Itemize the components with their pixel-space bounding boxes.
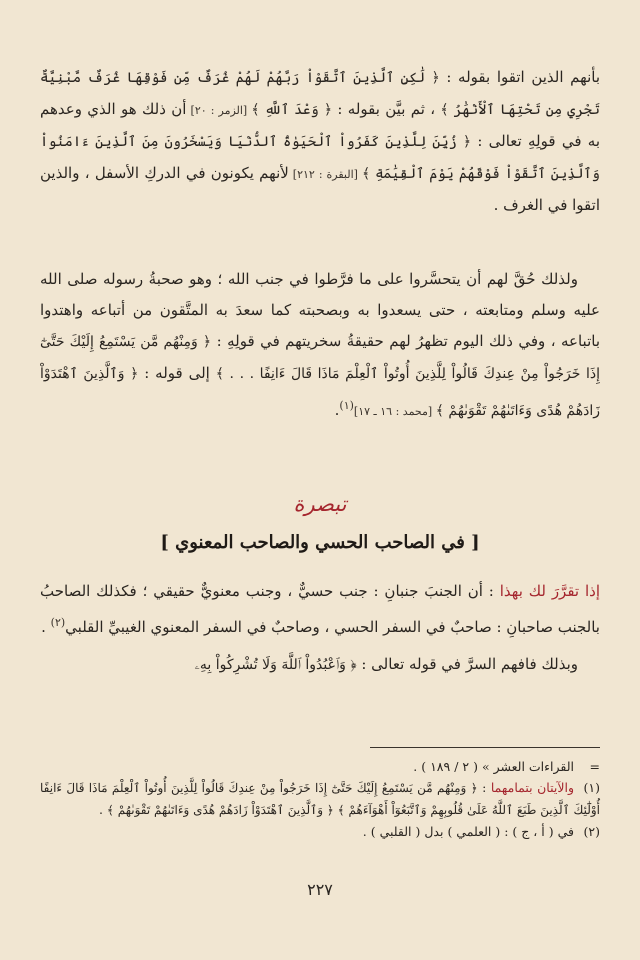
text-span: . bbox=[334, 401, 340, 419]
quran-verse: ﴿ زُيِّنَ لِلَّذِينَ كَفَرُواْ ٱلْحَيَوٰةُ ٱلدُّنْيَا وَيَسْخَرُونَ مِنَ ٱلَّذِينَ ءَامَنُواْ وَٱلَّذِينَ ٱتَّقَوْاْ فَوْقَهُمْ يَوْمَ ٱلْقِيَٰمَةِ ﴾ bbox=[40, 134, 600, 182]
quran-verse: ﴿ لَٰكِنِ ٱلَّذِينَ ٱتَّقَوْاْ رَبَّهُمْ لَهُمْ غُرَفٌ مِّن فَوْقِهَا غُرَفٌ مَّبْنِيَّةٌ تَجْرِي مِن تَحْتِهَا ٱلْأَنْهَٰرُ ﴾ bbox=[40, 70, 600, 118]
paragraph-2 bbox=[40, 264, 600, 427]
verse-reference: [محمد : ١٦ ـ ١٧] bbox=[353, 405, 436, 418]
quran-verse: ﴿ وَٱلَّذِينَ ٱهْتَدَوْاْ زَادَهُمْ هُدًى وَءَاتَىٰهُمْ تَقْوَىٰهُمْ ﴾ bbox=[40, 366, 600, 419]
text-span: : bbox=[477, 780, 491, 795]
text-span: ولذلك حُقَّ لهم أن يتحسَّروا على ما فرَّطوا في جنب الله ؛ وهو صحبةُ رسوله صلى الله عليه وسلم ومتابعته ، حتى يسعدوا به وبصحبته كما سعدَ به المتَّقون من أتباعه واهتدوا باتباعه ، وفي ذلك اليوم تظهرُ لهم حقيقةُ سخريتهم في قولِهِ : bbox=[40, 270, 600, 350]
text-span: : أن الجنبَ جنبانِ : جنب حسيٌّ ، وجنب معنويٌّ حقيقي ؛ فكذلك الصاحبُ بالجنب صاحبانِ : صاحبٌ في السفر الحسي ، وصاحبٌ في السفر المعنوي الغيبيِّ القلبي bbox=[40, 582, 600, 636]
quran-verse: ﴿ وَعْدَ ٱللَّهِ ﴾ bbox=[251, 102, 333, 118]
footnote-text: القراءات العشر » ( ٢ / ١٨٩ ) . bbox=[413, 759, 574, 774]
text-span: لأنهم يكونون في الدركِ الأسفل ، والذين اتقوا في الغرف . bbox=[40, 164, 600, 214]
text-span: ، ثم بيَّن بقوله : bbox=[332, 100, 441, 118]
paragraph-1 bbox=[40, 62, 600, 221]
verse-reference: [الزمر : ٢٠] bbox=[186, 104, 252, 117]
footnote-text: في ( أ ، ج ) : ( العلمي ) بدل ( القلبي ) . bbox=[362, 824, 574, 839]
quran-verse: ﴿ وَمِنْهُم مَّن يَسْتَمِعُ إِلَيْكَ حَتَّىٰٓ إِذَا خَرَجُواْ مِنْ عِندِكَ قَالُواْ لِلَّذِينَ أُوتُواْ ٱلْعِلْمَ مَاذَا قَالَ ءَانِفًا أُوْلَٰٓئِكَ ٱلَّذِينَ طَبَعَ ٱللَّهُ عَلَىٰ قُلُوبِهِمْ وَٱتَّبَعُوٓاْ أَهْوَآءَهُمْ ﴾ bbox=[40, 781, 600, 817]
quran-verse: ﴿ وَٱلَّذِينَ ٱهْتَدَوْاْ زَادَهُمْ هُدًى وَءَاتَىٰهُمْ تَقْوَىٰهُمْ ﴾ bbox=[106, 803, 338, 817]
text-span: . bbox=[41, 618, 51, 636]
verse-reference: [البقرة : ٢١٢] bbox=[288, 168, 362, 181]
section-title: [ في الصاحب الحسي والصاحب المعنوي ] bbox=[160, 532, 480, 553]
footnote-marker: (١) bbox=[339, 399, 354, 412]
footnote-marker: (٢) bbox=[50, 616, 66, 629]
text-span: إلى قوله : bbox=[138, 364, 216, 382]
footnote-1 bbox=[40, 777, 600, 821]
quran-verse: ﴿ وَمِنْهُم مَّن يَسْتَمِعُ إِلَيْكَ حَتَّىٰٓ إِذَا خَرَجُواْ مِنْ عِندِكَ قَالُواْ لِلَّذِينَ أُوتُواْ ٱلْعِلْمَ مَاذَا قَالَ ءَانِفًا . . . ﴾ bbox=[40, 334, 600, 382]
section-word: تبصرة bbox=[293, 492, 347, 516]
main-text-3 bbox=[40, 576, 600, 681]
paragraph-4 bbox=[40, 649, 600, 681]
text-span: أن ذلك هو الذي وعدهم به في قولِهِ تعالى : bbox=[40, 100, 600, 150]
text-span: . bbox=[98, 802, 107, 817]
continuation-marker: = bbox=[589, 759, 600, 774]
quran-verse: ﴿ وَٱعْبُدُواْ ٱللَّهَ وَلَا تُشْرِكُواْ بِهِۦ bbox=[194, 657, 357, 673]
footnote-number: (٢) bbox=[583, 824, 600, 839]
paragraph-3 bbox=[40, 576, 600, 643]
footnote-continuation bbox=[40, 756, 600, 777]
footnotes bbox=[40, 756, 600, 842]
page-number: ٢٢٧ bbox=[307, 880, 333, 899]
footnote-lead: والآيتان بتمامهما bbox=[490, 780, 574, 795]
footnote-2 bbox=[40, 821, 600, 842]
footnote-separator bbox=[370, 747, 600, 748]
text-span: بأنهم الذين اتقوا بقوله : bbox=[439, 68, 600, 86]
main-text-2 bbox=[40, 264, 600, 427]
text-span: وبذلك فافهم السرَّ في قوله تعالى : bbox=[356, 655, 578, 673]
main-text bbox=[40, 62, 600, 221]
footnote-number: (١) bbox=[583, 780, 600, 795]
lead-phrase: إذا تقرَّرَ لك بهذا bbox=[499, 582, 600, 600]
